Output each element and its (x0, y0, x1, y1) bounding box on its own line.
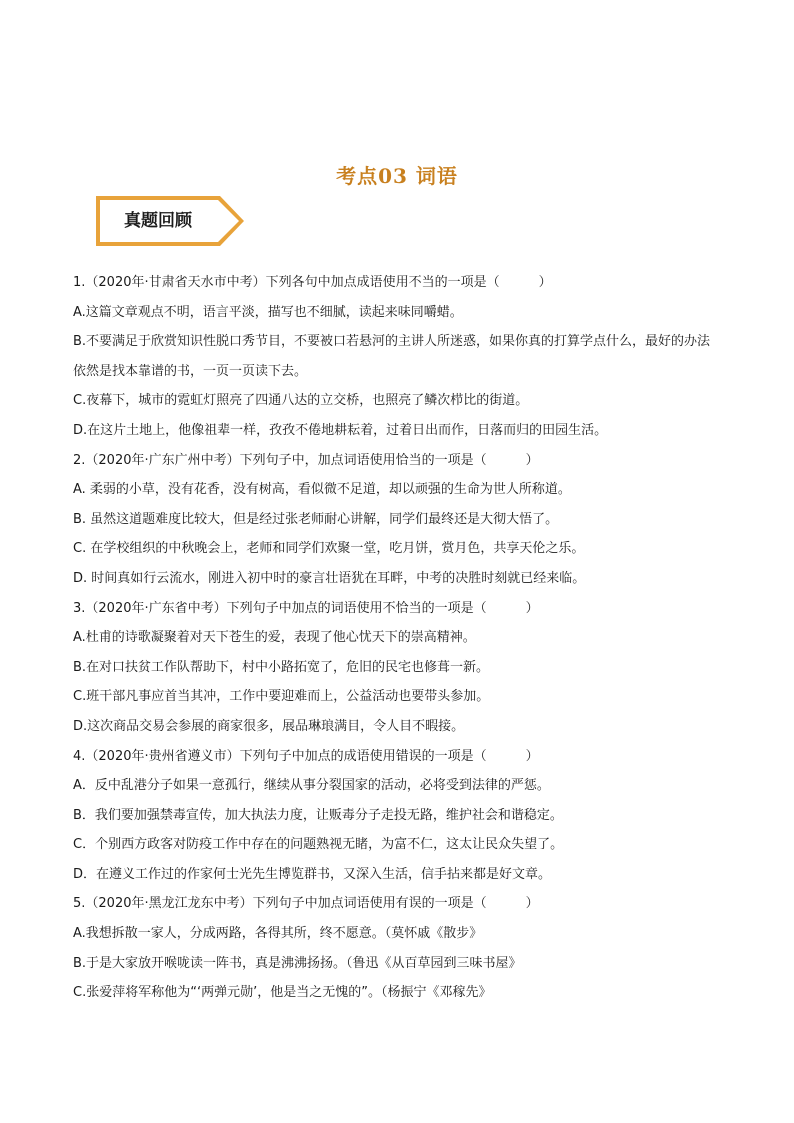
option-c: C.班干部凡事应首当其冲，工作中要迎难而上，公益活动也要带头参加。 (73, 689, 490, 705)
option-d: D.这次商品交易会参展的商家很多，展品琳琅满目，令人目不暇接。 (73, 718, 465, 734)
option-b: B.于是大家放开喉咙读一阵书，真是沸沸扬扬。（鲁迅《从百草园到三味书屋》 (73, 955, 522, 971)
option-d: D. 时间真如行云流水，刚进入初中时的豪言壮语犹在耳畔，中考的决胜时刻就已经来临。 (73, 570, 586, 586)
question-3 (73, 594, 721, 742)
page-title: 考点03 词语 (336, 164, 458, 188)
option-a: A.我想拆散一家人，分成两路，各得其所，终不愿意。（莫怀戚《散步》 (73, 926, 483, 942)
question-stem: 3.（2020年·广东省中考）下列句子中加点的词语使用不恰当的一项是（ ） (73, 600, 539, 616)
question-list (73, 268, 721, 1008)
option-d: D．在遵义工作过的作家何士光先生博览群书，又深入生活，信手拈来都是好文章。 (73, 866, 552, 882)
option-c: C. 在学校组织的中秋晚会上，老师和同学们欢聚一堂，吃月饼，赏月色，共享天伦之乐。 (73, 541, 585, 557)
question-stem: 1.（2020年·甘肃省天水市中考）下列各句中加点成语使用不当的一项是（ ） (73, 275, 552, 290)
question-4 (73, 742, 721, 890)
option-b: B．我们要加强禁毒宣传，加大执法力度，让贩毒分子走投无路，维护社会和谐稳定。 (73, 807, 563, 823)
option-b: B.在对口扶贫工作队帮助下，村中小路拓宽了，危旧的民宅也修葺一新。 (73, 659, 490, 675)
question-5 (73, 889, 721, 1007)
option-a: A. 柔弱的小草，没有花香，没有树高，看似微不足道，却以顽强的生命为世人所称道。 (73, 482, 571, 498)
question-1 (73, 268, 721, 446)
question-stem: 5.（2020年·黑龙江龙东中考）下列句子中加点词语使用有误的一项是（ ） (73, 896, 539, 912)
option-c: C.夜幕下，城市的霓虹灯照亮了四通八达的立交桥，也照亮了鳞次栉比的街道。 (73, 393, 529, 409)
option-b: B.不要满足于欣赏知识性脱口秀节目，不要被口若悬河的主讲人所迷惑，如果你真的打算学点什么，最好的办法依然是找本靠谱的书，一页一页读下去。 (73, 334, 711, 379)
option-a: A．反中乱港分子如果一意孤行，继续从事分裂国家的活动，必将受到法律的严惩。 (73, 778, 550, 794)
question-stem: 2.（2020年·广东广州中考）下列句子中，加点词语使用恰当的一项是（ ） (73, 452, 539, 468)
option-b: B. 虽然这道题难度比较大，但是经过张老师耐心讲解，同学们最终还是大彻大悟了。 (73, 511, 559, 527)
question-2 (73, 446, 721, 594)
option-c: C．个别西方政客对防疫工作中存在的问题熟视无睹，为富不仁，这太让民众失望了。 (73, 837, 564, 853)
option-a: A.杜甫的诗歌凝聚着对天下苍生的爱，表现了他心忧天下的崇高精神。 (73, 630, 476, 646)
question-stem: 4.（2020年·贵州省遵义市）下列句子中加点的成语使用错误的一项是（ ） (73, 748, 539, 764)
section-tag (96, 196, 246, 246)
option-c: C.张爱萍将军称他为“‘两弹元勋’，他是当之无愧的”。（杨振宁《邓稼先》 (73, 985, 492, 1001)
option-a: A.这篇文章观点不明，语言平淡，描写也不细腻，读起来味同嚼蜡。 (73, 304, 463, 320)
option-d: D.在这片土地上，他像祖辈一样，孜孜不倦地耕耘着，过着日出而作，日落而归的田园生活。 (73, 422, 608, 438)
section-tag-label: 真题回顾 (124, 211, 192, 231)
